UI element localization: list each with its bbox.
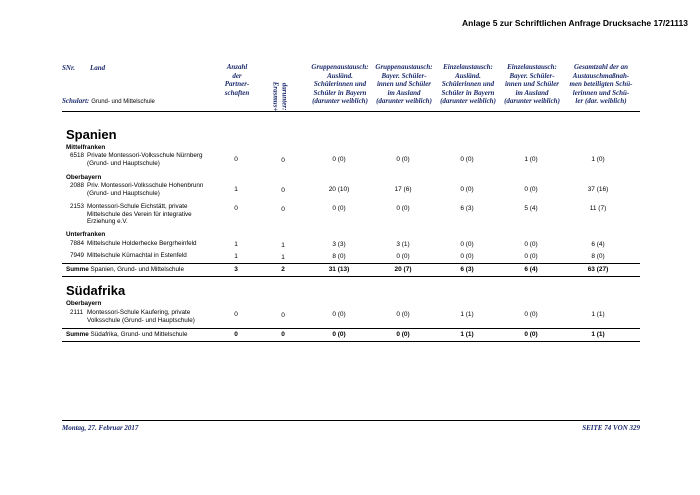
cell-erasmus: 0 (281, 312, 285, 319)
cell-einzel-ausland: 0 (0) (524, 253, 538, 260)
cell-gruppe-bayern: 31 (13) (328, 266, 350, 273)
header-snr: SNr. (62, 64, 76, 72)
cell-einzel-ausland: 6 (4) (524, 266, 538, 273)
header-land: Land (90, 64, 106, 72)
footer-page-number: SEITE 74 VON 329 (582, 424, 640, 432)
header-col-einzel-ausland: Einzelaustausch: Bayer. Schüler- innen und Schüler im Ausland (darunter weiblich) (504, 63, 560, 106)
cell-einzel-bayern: 0 (0) (460, 156, 474, 163)
cell-einzel-bayern: 0 (0) (460, 186, 474, 193)
cell-einzel-bayern: 1 (1) (460, 311, 474, 318)
cell-einzel-ausland: 0 (0) (524, 311, 538, 318)
cell-gesamt: 6 (4) (591, 241, 605, 248)
header-col-gruppe-bayern: Gruppenaustausch: Ausländ. Schülerinnen und Schüler in Bayern (darunter weiblich) (311, 63, 369, 106)
cell-anzahl: 0 (234, 156, 238, 163)
cell-gruppe-bayern: 20 (10) (328, 186, 350, 193)
cell-gruppe-bayern: 0 (0) (332, 311, 346, 318)
cell-gesamt: 1 (1) (591, 311, 605, 318)
cell-erasmus: 1 (281, 254, 285, 261)
sum-rule (62, 328, 640, 329)
cell-gesamt: 1 (1) (591, 331, 605, 338)
section-title-suedafrika: Südafrika (66, 283, 126, 298)
school-name: 2153 Montessori-Schule Eichstätt, private Mittelschule des Verein für integrative Erziehung e.V. (70, 203, 192, 226)
cell-erasmus: 0 (281, 331, 285, 338)
cell-anzahl: 1 (234, 186, 238, 193)
cell-gruppe-ausland: 0 (0) (396, 156, 410, 163)
region-mittelfranken: Mittelfranken (66, 144, 106, 151)
cell-einzel-bayern: 0 (0) (460, 241, 474, 248)
school-name: 7949 Mittelschule Kürnachtal in Estenfeld (70, 252, 187, 259)
cell-einzel-bayern: 6 (3) (460, 205, 474, 212)
cell-erasmus: 1 (281, 242, 285, 249)
region-oberbayern: Oberbayern (66, 174, 102, 181)
cell-anzahl: 0 (234, 311, 238, 318)
cell-gesamt: 11 (7) (589, 205, 607, 212)
header-schulart-value: Grund- und Mittelschule (91, 99, 155, 105)
sum-rule-bottom (62, 276, 640, 277)
sum-rule (62, 263, 640, 264)
cell-gruppe-ausland: 0 (0) (396, 253, 410, 260)
footer-date: Montag, 27. Februar 2017 (62, 424, 139, 432)
summary-label: Summe Südafrika, Grund- und Mittelschule (66, 331, 188, 338)
cell-erasmus: 0 (281, 206, 285, 213)
cell-gruppe-bayern: 8 (0) (332, 253, 346, 260)
cell-gruppe-bayern: 0 (0) (332, 205, 346, 212)
cell-erasmus: 0 (281, 187, 285, 194)
summary-label: Summe Spanien, Grund- und Mittelschule (66, 266, 184, 273)
cell-erasmus: 2 (281, 266, 285, 273)
cell-gruppe-ausland: 0 (0) (396, 331, 410, 338)
cell-gruppe-ausland: 0 (0) (396, 205, 410, 212)
cell-gruppe-ausland: 3 (1) (396, 241, 410, 248)
footer-rule (62, 420, 640, 421)
header-col-einzel-bayern: Einzelaustausch: Ausländ. Schülerinnen und Schüler in Bayern (darunter weiblich) (440, 63, 496, 106)
cell-gruppe-bayern: 0 (0) (332, 331, 346, 338)
region-unterfranken: Unterfranken (66, 231, 106, 238)
school-name: 6518 Private Montessori-Volksschule Nürnberg (Grund- und Hauptschule) (70, 152, 203, 167)
cell-gruppe-ausland: 20 (7) (394, 266, 412, 273)
cell-erasmus: 0 (281, 157, 285, 164)
cell-gesamt: 8 (0) (591, 253, 605, 260)
cell-einzel-bayern: 0 (0) (460, 253, 474, 260)
region-oberbayern: Oberbayern (66, 300, 102, 307)
header-schulart (62, 97, 155, 105)
cell-einzel-ausland: 5 (4) (524, 205, 538, 212)
cell-anzahl: 1 (234, 253, 238, 260)
cell-gesamt: 37 (16) (587, 186, 609, 193)
cell-einzel-bayern: 6 (3) (460, 266, 474, 273)
cell-einzel-ausland: 0 (0) (524, 241, 538, 248)
cell-anzahl: 0 (234, 205, 238, 212)
school-name: 2111 Montessori-Schule Kaufering, private Volksschule (Grund- und Hauptschule) (70, 309, 195, 324)
cell-einzel-ausland: 0 (0) (524, 331, 538, 338)
header-col-anzahl: Anzahl der Partner- schaften (224, 63, 250, 97)
header-col-gruppe-ausland: Gruppenaustausch: Bayer. Schüler- innen und Schüler im Ausland (darunter weiblich) (375, 63, 433, 106)
header-schulart-label: Schulart: (62, 97, 90, 105)
cell-anzahl: 3 (234, 266, 238, 273)
cell-einzel-bayern: 1 (1) (460, 331, 474, 338)
cell-einzel-ausland: 1 (0) (524, 156, 538, 163)
cell-gruppe-bayern: 0 (0) (332, 156, 346, 163)
cell-anzahl: 1 (234, 241, 238, 248)
header-col-gesamt: Gesamtzahl der an Austauschmaßnah- men beteiligten Schü- lerinnen und Schü- ler (dar. weiblich) (569, 63, 633, 106)
school-name: 7884 Mittelschule Holderhecke Bergrheinfeld (70, 240, 197, 247)
school-name: 2088 Priv. Montessori-Volksschule Hohenbrunn (Grund- und Hauptschule) (70, 182, 204, 197)
cell-gesamt: 1 (0) (591, 156, 605, 163)
cell-gruppe-ausland: 17 (6) (394, 186, 412, 193)
cell-anzahl: 0 (234, 331, 238, 338)
header-col-erasmus: darunter: Erasmus+ (272, 81, 289, 112)
cell-gruppe-bayern: 3 (3) (332, 241, 346, 248)
cell-einzel-ausland: 0 (0) (524, 186, 538, 193)
cell-gruppe-ausland: 0 (0) (396, 311, 410, 318)
section-title-spanien: Spanien (66, 127, 117, 142)
cell-gesamt: 63 (27) (587, 266, 609, 273)
sum-rule-bottom (62, 341, 640, 342)
page-reference: Anlage 5 zur Schriftlichen Anfrage Drucksache 17/21113 (462, 18, 688, 28)
header-rule (62, 111, 640, 112)
